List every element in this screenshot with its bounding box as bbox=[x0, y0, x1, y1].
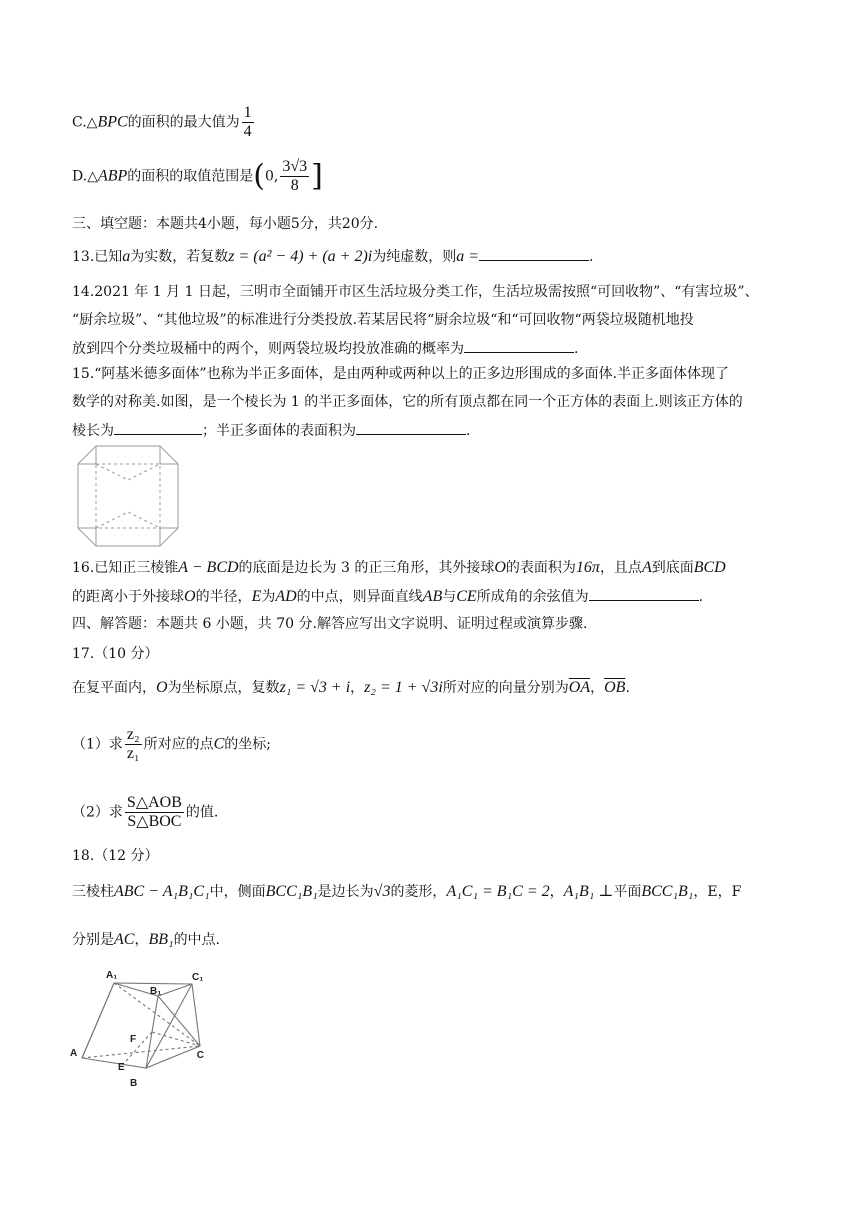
sphere-area: 16π bbox=[575, 559, 600, 576]
segment-ac: AC bbox=[114, 931, 135, 948]
q17-text: 的值. bbox=[185, 804, 219, 821]
period: . bbox=[625, 680, 630, 696]
pyramid-name: A − BCD bbox=[178, 559, 239, 576]
fraction-z2-over-z1 bbox=[125, 726, 142, 763]
q17-text: 的坐标; bbox=[224, 736, 271, 753]
question-15-line-2: 数学的对称美.如图，是一个棱长为 1 的半正多面体，它的所有顶点都在同一个正方体的表面上.则该正方体的 bbox=[72, 394, 743, 410]
length-equation: A₁C₁ = B₁C = 2 bbox=[446, 883, 550, 900]
fraction-denominator: S△BOC bbox=[127, 813, 182, 830]
perpendicular-relation: A₁B₁ ⊥ bbox=[563, 883, 614, 900]
label-a1: A₁ bbox=[106, 970, 118, 981]
point-a: A bbox=[641, 559, 652, 576]
label-e: E bbox=[118, 1062, 125, 1073]
q16-text: 所成角的余弦值为 bbox=[476, 589, 589, 605]
segment-bb1: BB₁ bbox=[148, 931, 174, 948]
answer-variable: a = bbox=[456, 248, 480, 265]
section-4-heading: 四、解答题：本题共 6 小题，共 70 分.解答应写出文字说明、证明过程或演算步骤. bbox=[72, 616, 588, 632]
q18-text: 是边长为 bbox=[317, 884, 374, 900]
option-d-text: 的面积的取值范围是 bbox=[127, 168, 254, 185]
q16-text: 的半径， bbox=[195, 589, 252, 605]
question-17-part-2 bbox=[72, 794, 218, 831]
complex-z1: z₁ = √3 + i bbox=[279, 679, 351, 696]
q17-text: 在复平面内， bbox=[72, 680, 156, 696]
fraction-denominator: 4 bbox=[243, 123, 252, 140]
triangle-name: BPC bbox=[97, 113, 128, 131]
question-18-stem-line-1 bbox=[72, 882, 741, 902]
q13-text-2: 为纯虚数，则 bbox=[372, 249, 457, 265]
period: . bbox=[698, 589, 704, 605]
q16-text: 16.已知正三棱锥 bbox=[72, 560, 179, 576]
q16-text: 到底面 bbox=[651, 560, 694, 576]
option-c-text: 的面积的最大值为 bbox=[127, 114, 240, 131]
q18-text: ，E，F bbox=[693, 884, 742, 900]
q18-text: 三棱柱 bbox=[72, 884, 114, 900]
question-17-heading: 17.（10 分） bbox=[72, 646, 159, 662]
question-16-line-1 bbox=[72, 558, 726, 578]
question-14-line-3 bbox=[72, 338, 578, 359]
q14-text: 放到四个分类垃圾桶中的两个，则两袋垃圾均投放准确的概率为 bbox=[72, 341, 464, 357]
q17-text: 为坐标原点，复数 bbox=[167, 680, 280, 696]
sphere-o: O bbox=[184, 588, 196, 605]
side-length: √3 bbox=[373, 883, 391, 900]
q18-text: ， bbox=[134, 932, 149, 948]
line-ce: CE bbox=[456, 588, 477, 605]
question-16-line-2 bbox=[72, 586, 703, 607]
q15-text-2: ；半正多面体的表面积为 bbox=[202, 423, 356, 439]
label-f: F bbox=[130, 1034, 137, 1045]
fraction-3root3-over-8 bbox=[280, 158, 309, 195]
q16-text: 的底面是边长为 3 的正三角形，其外接球 bbox=[238, 560, 495, 576]
fraction-denominator: z₁ bbox=[126, 745, 140, 762]
interval-start: 0, bbox=[265, 168, 279, 185]
label-a: A bbox=[70, 1048, 78, 1059]
point-c: C bbox=[213, 735, 225, 753]
fraction-area-ratio bbox=[125, 794, 184, 831]
option-c-prefix: C. bbox=[72, 114, 87, 131]
question-17-part-1 bbox=[72, 726, 271, 763]
triangle-name: ABP bbox=[97, 167, 128, 185]
q16-text: 与 bbox=[442, 589, 457, 605]
answer-blank-area[interactable] bbox=[356, 420, 466, 435]
triangle-symbol: △ bbox=[86, 114, 98, 131]
variable-a: a bbox=[122, 248, 131, 265]
q16-text: ，且点 bbox=[599, 560, 642, 576]
complex-z2: z₂ = 1 + √3i bbox=[364, 679, 443, 696]
fraction-numerator: z₂ bbox=[126, 726, 140, 743]
segment-ad: AD bbox=[275, 588, 297, 605]
label-b: B bbox=[130, 1078, 138, 1089]
q18-text: 的中点. bbox=[173, 932, 221, 948]
q17-text: 所对应的点 bbox=[143, 736, 214, 753]
option-c bbox=[72, 104, 256, 141]
label-c: C bbox=[196, 1050, 204, 1061]
q16-text: 的中点，则异面直线 bbox=[296, 589, 423, 605]
question-14-line-2: “厨余垃圾”、“其他垃圾”的标准进行分类投放.若某居民将“厨余垃圾“和“可回收物“两袋垃圾随机地投 bbox=[72, 312, 694, 328]
fraction-numerator: 3√3 bbox=[282, 158, 308, 175]
q18-text: 中，侧面 bbox=[209, 884, 266, 900]
plane-name: BCC₁B₁ bbox=[641, 883, 694, 900]
prism-figure bbox=[68, 966, 208, 1090]
interval-close-bracket: ] bbox=[311, 158, 323, 194]
q13-text: 为实数，若复数 bbox=[130, 249, 229, 265]
q18-text: 分别是 bbox=[72, 932, 114, 948]
comma: ， bbox=[350, 680, 365, 696]
fraction-one-quarter bbox=[242, 104, 254, 141]
part-2-label: （2）求 bbox=[72, 804, 123, 821]
period: . bbox=[589, 249, 594, 265]
answer-blank[interactable] bbox=[479, 246, 589, 261]
origin-o: O bbox=[156, 679, 168, 696]
question-18-heading: 18.（12 分） bbox=[72, 848, 159, 864]
interval-open-paren: ( bbox=[253, 158, 266, 194]
complex-expression: z = (a² − 4) + (a + 2)i bbox=[228, 248, 373, 265]
question-15-line-1: 15.“阿基米德多面体”也称为半正多面体，是由两种或两种以上的正多边形围成的多面体.半正多面体体现了 bbox=[72, 366, 730, 382]
question-17-stem bbox=[72, 678, 630, 698]
period: . bbox=[466, 423, 471, 439]
question-13 bbox=[72, 246, 593, 267]
part-1-label: （1）求 bbox=[72, 736, 123, 753]
vector-oa: $\overline{OA}$ bbox=[568, 679, 591, 696]
answer-blank[interactable] bbox=[589, 586, 699, 601]
base-bcd: BCD bbox=[693, 559, 726, 576]
answer-blank-edge[interactable] bbox=[114, 420, 202, 435]
q18-text: 的菱形， bbox=[390, 884, 447, 900]
section-3-heading: 三、填空题：本题共4小题，每小题5分，共20分. bbox=[72, 216, 379, 232]
fraction-numerator: 1 bbox=[243, 104, 252, 121]
face-name: BCC₁B₁ bbox=[265, 883, 318, 900]
label-c1: C₁ bbox=[192, 972, 204, 983]
polyhedron-figure bbox=[72, 440, 184, 552]
question-14-line-1: 14.2021 年 1 月 1 日起，三明市全面铺开市区生活垃圾分类工作，生活垃圾需按照“可回收物”、“有害垃圾”、 bbox=[72, 284, 759, 300]
prism-name: ABC − A₁B₁C₁ bbox=[114, 883, 210, 900]
sphere-o: O bbox=[494, 559, 506, 576]
comma: ， bbox=[590, 680, 605, 696]
question-18-stem-line-2 bbox=[72, 930, 220, 950]
point-e: E bbox=[251, 588, 262, 605]
question-15-line-3 bbox=[72, 420, 470, 441]
q13-prefix: 13.已知 bbox=[72, 249, 123, 265]
q16-text: 的表面积为 bbox=[505, 560, 576, 576]
q17-text: 所对应的向量分别为 bbox=[442, 680, 569, 696]
option-d bbox=[72, 158, 323, 195]
polyhedron-outline bbox=[78, 446, 178, 546]
q15-text: 棱长为 bbox=[72, 423, 114, 439]
q18-text: 平面 bbox=[613, 884, 642, 900]
vector-ob: $\overline{OB}$ bbox=[604, 679, 626, 696]
label-b1: B₁ bbox=[150, 986, 162, 997]
answer-blank[interactable] bbox=[464, 338, 574, 353]
q16-text: 为 bbox=[261, 589, 276, 605]
triangle-symbol: △ bbox=[87, 168, 98, 185]
q18-text: ， bbox=[549, 884, 564, 900]
fraction-denominator: 8 bbox=[290, 177, 299, 194]
fraction-numerator: S△AOB bbox=[126, 794, 182, 811]
q16-text: 的距离小于外接球 bbox=[72, 589, 184, 605]
line-ab: AB bbox=[422, 588, 443, 605]
period: . bbox=[574, 341, 579, 357]
option-d-prefix: D. bbox=[72, 168, 88, 185]
